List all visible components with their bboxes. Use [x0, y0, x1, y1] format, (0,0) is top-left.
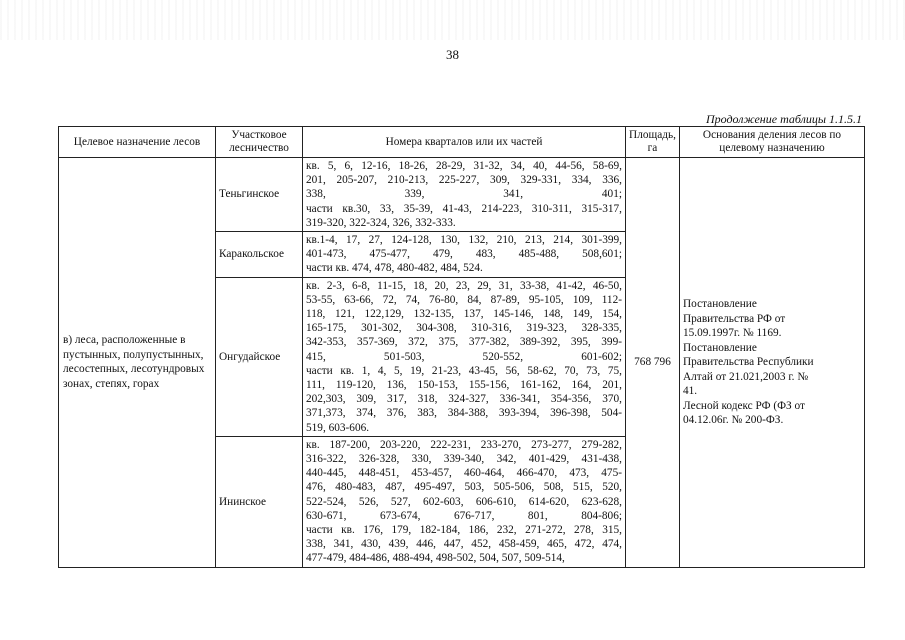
- quarters-line: части кв.30, 33, 35-39, 41-43, 214-223, 310-311, 315-317,: [306, 202, 622, 215]
- quarters-line: 522-524, 526, 527, 602-603, 606-610, 614-620, 623-628,: [306, 495, 622, 508]
- quarters-line: части кв. 1, 4, 5, 19, 21-23, 43-45, 56, 58-62, 70, 73, 75,: [306, 364, 622, 377]
- quarters-line: 338, 339, 341, 401;: [306, 188, 622, 201]
- header-area: Площадь, га: [626, 127, 680, 158]
- header-quarters: Номера кварталов или их частей: [303, 127, 626, 158]
- header-basis: Основания деления лесов по целевому назначению: [680, 127, 865, 158]
- quarters-line: кв.1-4, 17, 27, 124-128, 130, 132, 210, 213, 214, 301-399,: [306, 234, 622, 247]
- area-cell: 768 796: [626, 158, 680, 568]
- forestry-name-cell: Ининское: [216, 436, 303, 567]
- table-body: [59, 158, 865, 568]
- table-row: [59, 158, 865, 232]
- basis-line: 04.12.06г. № 200-ФЗ.: [683, 414, 784, 427]
- quarters-line: 415, 501-503, 520-552, 601-602;: [306, 350, 622, 363]
- quarters-line: 519, 603-606.: [306, 421, 370, 434]
- quarters-line: 111, 119-120, 136, 150-153, 155-156, 161-162, 164, 201,: [306, 379, 622, 392]
- basis-line: 15.09.1997г. № 1169.: [683, 327, 782, 340]
- forestry-name-cell: Онгудайское: [216, 277, 303, 436]
- quarters-line: 371,373, 374, 376, 383, 384-388, 393-394, 396-398, 504-: [306, 407, 622, 420]
- quarters-cell: [303, 158, 626, 232]
- basis-line: Постановление: [683, 341, 757, 354]
- basis-line: Правительства РФ от: [683, 312, 786, 325]
- quarters-line: 440-445, 448-451, 453-457, 460-464, 466-470, 473, 475-: [306, 467, 622, 480]
- quarters-line: части кв. 176, 179, 182-184, 186, 232, 271-272, 278, 315,: [306, 524, 622, 537]
- quarters-line: кв. 187-200, 203-220, 222-231, 233-270, 273-277, 279-282,: [306, 438, 622, 451]
- quarters-line: части кв. 474, 478, 480-482, 484, 524.: [306, 262, 483, 275]
- page-number: 38: [446, 47, 459, 62]
- basis-cell: [680, 158, 865, 568]
- quarters-line: кв. 2-3, 6-8, 11-15, 18, 20, 23, 29, 31, 33-38, 41-42, 46-50,: [306, 279, 622, 292]
- header-forestry: Участковое лесничество: [216, 127, 303, 158]
- quarters-cell: [303, 436, 626, 567]
- basis-line: Лесной кодекс РФ (ФЗ от: [683, 399, 805, 412]
- quarters-cell: [303, 232, 626, 278]
- header-purpose: Целевое назначение лесов: [59, 127, 216, 158]
- quarters-line: 316-322, 326-328, 330, 339-340, 342, 401-429, 431-438,: [306, 453, 622, 466]
- quarters-line: 476, 480-483, 487, 495-497, 503, 505-506, 508, 515, 520,: [306, 481, 622, 494]
- forest-purpose-table: [58, 126, 865, 568]
- quarters-line: 630-671, 673-674, 676-717, 801, 804-806;: [306, 509, 622, 522]
- quarters-line: 202,303, 309, 317, 318, 324-327, 336-341, 354-356, 370,: [306, 393, 622, 406]
- quarters-line: 53-55, 63-66, 72, 74, 76-80, 84, 87-89, 95-105, 109, 112-: [306, 293, 622, 306]
- basis-line: Постановление: [683, 298, 757, 311]
- basis-line: 41.: [683, 385, 698, 398]
- quarters-line: 319-320, 322-324, 326, 332-333.: [306, 216, 456, 229]
- table-header-row: [59, 127, 865, 158]
- forestry-name-cell: Каракольское: [216, 232, 303, 278]
- quarters-line: 401-473, 475-477, 479, 483, 485-488, 508,601;: [306, 248, 622, 261]
- quarters-line: 477-479, 484-486, 488-494, 498-502, 504, 507, 509-514,: [306, 552, 565, 565]
- quarters-line: 342-353, 357-369, 372, 375, 377-382, 389-392, 395, 399-: [306, 336, 622, 349]
- table-continuation-label: Продолжение таблицы 1.1.5.1: [705, 112, 862, 126]
- forestry-name-cell: Теньгинское: [216, 158, 303, 232]
- quarters-line: 118, 121, 122,129, 132-135, 137, 145-146, 148, 149, 154,: [306, 308, 622, 321]
- basis-line: Алтай от 21.021,2003 г. №: [683, 370, 809, 383]
- quarters-cell: [303, 277, 626, 436]
- purpose-cell: в) леса, расположенные в пустынных, полупустынных, лесостепных, лесотундровых зонах, степях, горах: [59, 158, 216, 568]
- scan-noise-strip: [0, 0, 905, 40]
- quarters-line: 165-175, 301-302, 304-308, 310-316, 319-323, 328-335,: [306, 322, 622, 335]
- basis-line: Правительства Республики: [683, 356, 814, 369]
- quarters-line: 201, 205-207, 210-213, 225-227, 309, 329-331, 334, 336,: [306, 174, 622, 187]
- quarters-line: кв. 5, 6, 12-16, 18-26, 28-29, 31-32, 34, 40, 44-56, 58-69,: [306, 160, 622, 172]
- quarters-line: 338, 341, 430, 439, 446, 447, 452, 458-459, 465, 472, 474,: [306, 538, 622, 551]
